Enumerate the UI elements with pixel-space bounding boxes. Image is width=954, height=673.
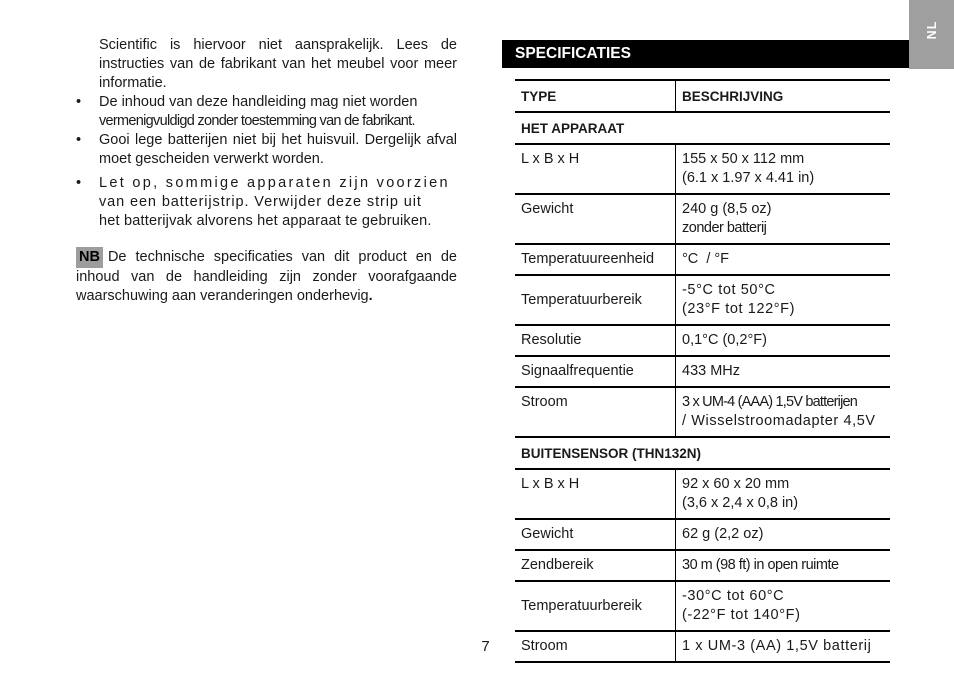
value-line: 3 x UM-4 (AAA) 1,5V batterijen (682, 394, 858, 410)
row-label: Zendbereik (515, 550, 676, 581)
table-row (515, 469, 890, 519)
row-label: L x B x H (515, 144, 676, 194)
value-line: (-22°F tot 140°F) (682, 607, 801, 623)
bullet-text: De inhoud van deze handleiding mag niet worden vermenigvuldigd zonder toestemming van de fabrikant. (99, 94, 418, 129)
table-header-row (515, 80, 890, 112)
row-label: Signaalfrequentie (515, 356, 676, 387)
row-label: Resolutie (515, 325, 676, 356)
row-label: Temperatuureenheid (515, 244, 676, 275)
group-row (515, 437, 890, 469)
row-label: Stroom (515, 387, 676, 437)
value-line: / Wisselstroomadapter 4,5V (682, 413, 876, 429)
value-line: 155 x 50 x 112 mm (682, 151, 805, 167)
note-end: . (368, 288, 373, 304)
right-column (502, 40, 909, 68)
row-value (676, 144, 891, 194)
table-row (515, 550, 890, 581)
table-row (515, 194, 890, 244)
group-row (515, 112, 890, 144)
note-text: De technische specificaties van dit product en de inhoud van de handleiding zijn zonder voorafgaande waarschuwing aan veranderingen onderhevig (76, 249, 457, 304)
bullet-text-line3: het batterijvak alvorens het apparaat te gebruiken. (99, 213, 432, 229)
row-label: Temperatuurbereik (515, 581, 676, 631)
table-row (515, 244, 890, 275)
row-label: Stroom (515, 631, 676, 662)
note-paragraph (76, 247, 457, 306)
bullet-item (76, 93, 457, 131)
group-title: BUITENSENSOR (THN132N) (515, 437, 890, 469)
table-row (515, 519, 890, 550)
row-value: 0,1°C (0,2°F) (676, 325, 891, 356)
specifications-table (515, 79, 890, 663)
row-value (676, 581, 891, 631)
table-row (515, 144, 890, 194)
row-label: Gewicht (515, 519, 676, 550)
value-line: 240 g (8,5 oz) (682, 201, 772, 217)
value-line: (23°F tot 122°F) (682, 301, 796, 317)
row-value: °C / °F (676, 244, 891, 275)
language-tab (909, 0, 954, 69)
table-row (515, 387, 890, 437)
bullet-text: Gooi lege batterijen niet bij het huisvuil. Dergelijk afval moet gescheiden verwerkt worden. (99, 132, 457, 167)
language-tab-label: NL (924, 20, 939, 40)
table-row (515, 275, 890, 325)
table-row (515, 325, 890, 356)
table-row (515, 581, 890, 631)
row-value: 30 m (98 ft) in open ruimte (676, 550, 891, 581)
bullet-marker: • (76, 94, 82, 110)
bullet-text-line1: Let op, sommige apparaten zijn voorzien (99, 175, 450, 191)
row-value (676, 275, 891, 325)
value-line: (6.1 x 1.97 x 4.41 in) (682, 170, 815, 186)
bullet-text-cont: vermenigvuldigd zonder toestemming van de fabrikant. (99, 113, 415, 129)
value-line: 92 x 60 x 20 mm (682, 476, 790, 492)
left-column (76, 36, 457, 306)
note-badge: NB (76, 247, 103, 268)
page-number: 7 (481, 638, 490, 655)
header-type: TYPE (515, 80, 676, 112)
value-line: (3,6 x 2,4 x 0,8 in) (682, 495, 799, 511)
value-line: zonder batterij (682, 220, 767, 236)
table-row (515, 356, 890, 387)
row-value: 1 x UM-3 (AA) 1,5V batterij (676, 631, 891, 662)
row-label: Gewicht (515, 194, 676, 244)
header-description: BESCHRIJVING (676, 80, 891, 112)
row-value (676, 194, 891, 244)
row-value (676, 469, 891, 519)
bullet-item (76, 174, 457, 231)
row-label: L x B x H (515, 469, 676, 519)
section-title: SPECIFICATIES (502, 40, 909, 68)
bullet-item (76, 131, 457, 169)
bullet-text (99, 175, 450, 229)
intro-paragraph: Scientific is hiervoor niet aansprakelijk. Lees de instructies van de fabrikant van het meubel voor meer informatie. (99, 37, 457, 91)
row-value: 433 MHz (676, 356, 891, 387)
row-value: 62 g (2,2 oz) (676, 519, 891, 550)
group-title: HET APPARAAT (515, 112, 890, 144)
bullet-marker: • (76, 132, 82, 148)
value-line: -5°C tot 50°C (682, 282, 776, 298)
bullet-marker: • (76, 175, 84, 191)
value-line: -30°C tot 60°C (682, 588, 785, 604)
row-label: Temperatuurbereik (515, 275, 676, 325)
row-value (676, 387, 891, 437)
bullet-text-line2: van een batterijstrip. Verwijder deze strip uit (99, 194, 422, 210)
